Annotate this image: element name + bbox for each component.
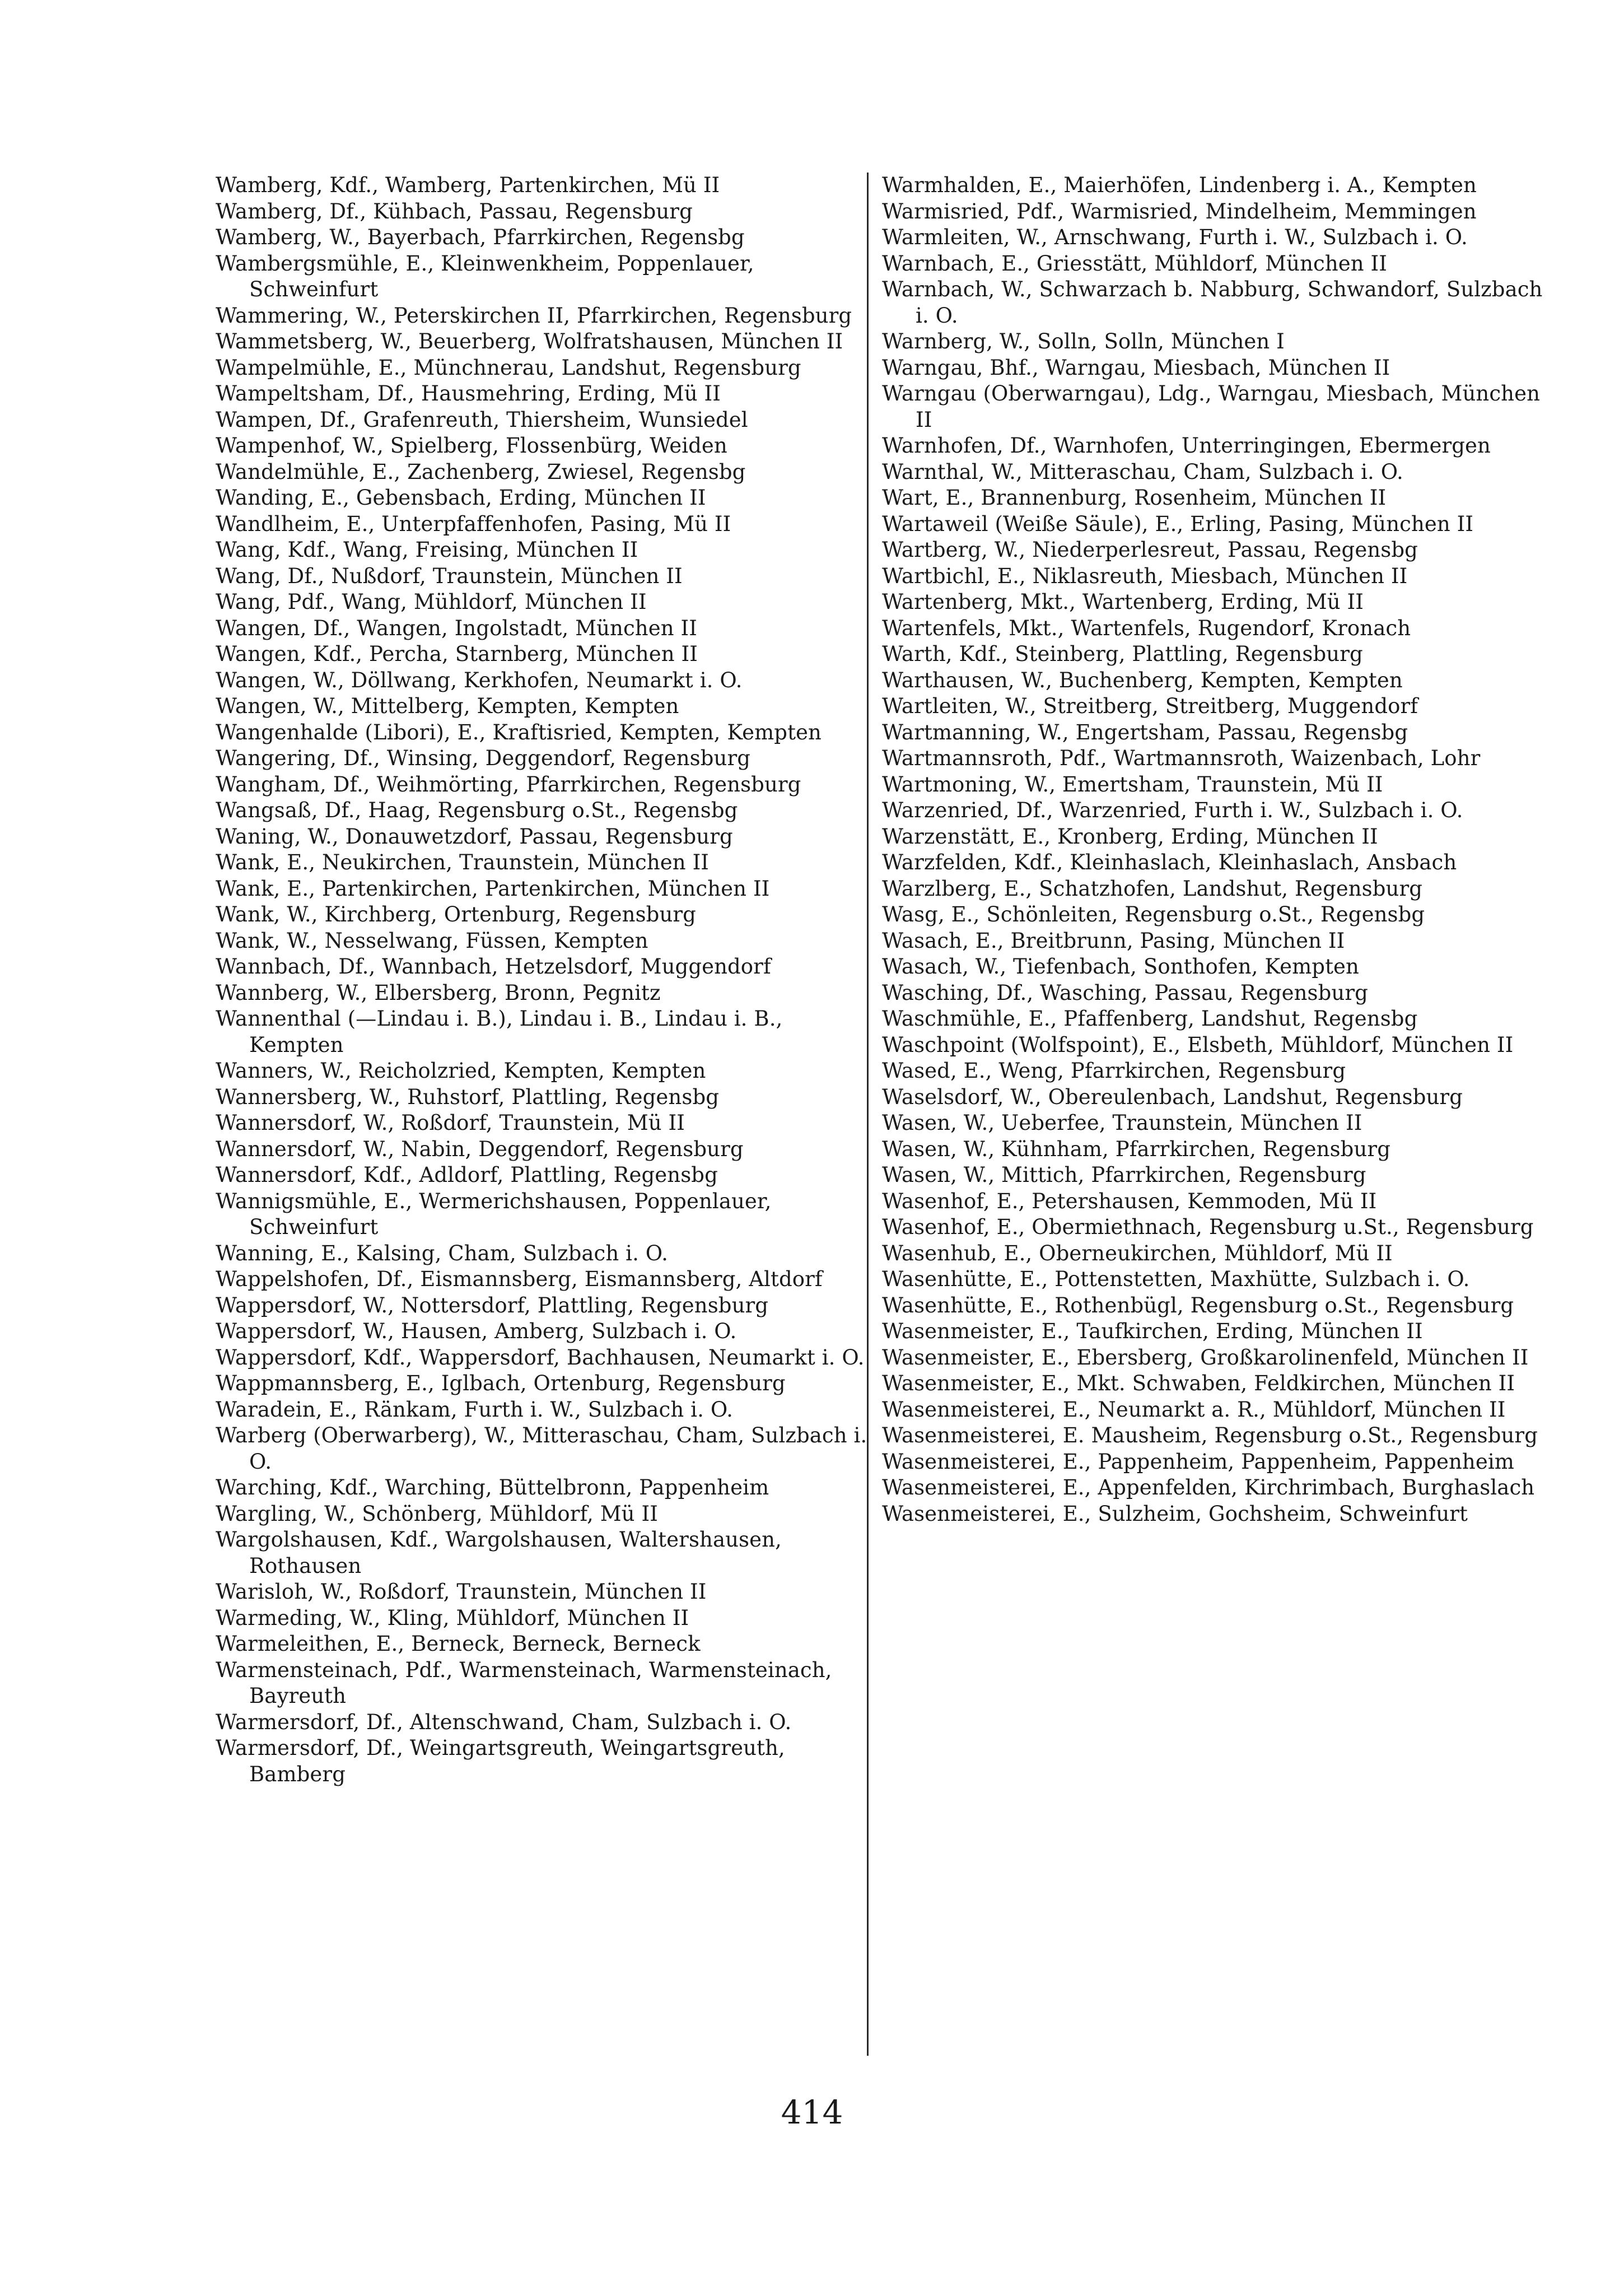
gazetteer-entry: Wartmanning, W., Engertsham, Passau, Regensbg xyxy=(882,720,1408,744)
gazetteer-entry: Wasenmeisterei, E., Appenfelden, Kirchrimbach, Burghaslach xyxy=(882,1475,1535,1500)
gazetteer-entry: Warmensteinach, Pdf., Warmensteinach, Warmensteinach, Bayreuth xyxy=(216,1657,832,1708)
gazetteer-entry: Wasenhof, E., Obermiethnach, Regensburg u.St., Regensburg xyxy=(882,1215,1534,1239)
gazetteer-entry: Waning, W., Donauwetzdorf, Passau, Regensburg xyxy=(216,824,733,849)
gazetteer-entry: Waschmühle, E., Pfaffenberg, Landshut, Regensbg xyxy=(882,1007,1418,1031)
gazetteer-entry: Wasenhütte, E., Rothenbügl, Regensburg o.St., Regensburg xyxy=(882,1293,1514,1317)
gazetteer-entry: Wangham, Df., Weihmörting, Pfarrkirchen, Regensburg xyxy=(216,772,801,797)
gazetteer-entry: Wandlheim, E., Unterpfaffenhofen, Pasing, Mü II xyxy=(216,511,731,536)
gazetteer-entry: Wang, Kdf., Wang, Freising, München II xyxy=(216,538,638,562)
gazetteer-entry: Wannersdorf, W., Nabin, Deggendorf, Regensburg xyxy=(216,1137,744,1161)
gazetteer-entry: Warnhofen, Df., Warnhofen, Unterringingen, Ebermergen xyxy=(882,434,1491,458)
gazetteer-entry: Wampenhof, W., Spielberg, Flossenbürg, Weiden xyxy=(216,434,727,458)
gazetteer-entry: Wasenmeisterei, E., Neumarkt a. R., Mühldorf, München II xyxy=(882,1397,1506,1422)
gazetteer-entry: Wappersdorf, W., Hausen, Amberg, Sulzbach i. O. xyxy=(216,1319,737,1343)
gazetteer-entry: Warmeleithen, E., Berneck, Berneck, Berneck xyxy=(216,1632,701,1656)
gazetteer-entry: Wannersdorf, W., Roßdorf, Traunstein, Mü II xyxy=(216,1111,685,1135)
gazetteer-entry: Wampelmühle, E., Münchnerau, Landshut, Regensburg xyxy=(216,355,801,380)
gazetteer-entry: Waradein, E., Ränkam, Furth i. W., Sulzbach i. O. xyxy=(216,1397,733,1422)
gazetteer-entry: Warngau (Oberwarngau), Ldg., Warngau, Miesbach, München II xyxy=(882,381,1540,432)
gazetteer-entry: Warching, Kdf., Warching, Büttelbronn, Pappenheim xyxy=(216,1475,769,1500)
gazetteer-entry: Wasen, W., Kühnham, Pfarrkirchen, Regensburg xyxy=(882,1137,1390,1161)
gazetteer-entry: Wannigsmühle, E., Wermerichshausen, Poppenlauer, Schweinfurt xyxy=(216,1189,772,1239)
gazetteer-entry: Wasen, W., Ueberfee, Traunstein, München II xyxy=(882,1111,1362,1135)
gazetteer-entry: Wannersdorf, Kdf., Adldorf, Plattling, Regensbg xyxy=(216,1163,718,1187)
gazetteer-entry: Waselsdorf, W., Obereulenbach, Landshut, Regensburg xyxy=(882,1084,1463,1109)
gazetteer-entry: Wasenhof, E., Petershausen, Kemmoden, Mü II xyxy=(882,1189,1377,1213)
gazetteer-entry: Warnbach, W., Schwarzach b. Nabburg, Schwandorf, Sulzbach i. O. xyxy=(882,277,1543,328)
gazetteer-entry: Wandelmühle, E., Zachenberg, Zwiesel, Regensbg xyxy=(216,459,746,484)
gazetteer-entry: Warnberg, W., Solln, Solln, München I xyxy=(882,329,1285,353)
gazetteer-entry: Wampeltsham, Df., Hausmehring, Erding, Mü II xyxy=(216,381,721,406)
gazetteer-entry: Wank, W., Kirchberg, Ortenburg, Regensburg xyxy=(216,902,696,926)
gazetteer-entry: Wanning, E., Kalsing, Cham, Sulzbach i. O. xyxy=(216,1241,668,1265)
gazetteer-entry: Wank, W., Nesselwang, Füssen, Kempten xyxy=(216,928,648,953)
gazetteer-entry: Warmersdorf, Df., Weingartsgreuth, Weingartsgreuth, Bamberg xyxy=(216,1736,785,1786)
gazetteer-entry: Wasach, W., Tiefenbach, Sonthofen, Kempten xyxy=(882,954,1359,979)
gazetteer-entry: Warberg (Oberwarberg), W., Mitteraschau, Cham, Sulzbach i. O. xyxy=(216,1423,867,1474)
gazetteer-entry: Wanners, W., Reicholzried, Kempten, Kempten xyxy=(216,1059,706,1083)
gazetteer-entry: Wart, E., Brannenburg, Rosenheim, München II xyxy=(882,486,1387,510)
gazetteer-entry: Wamberg, Kdf., Wamberg, Partenkirchen, Mü II xyxy=(216,173,720,197)
left-column xyxy=(216,173,876,2055)
gazetteer-entry: Wartleiten, W., Streitberg, Streitberg, Muggendorf xyxy=(882,694,1418,718)
gazetteer-entry: Wannbach, Df., Wannbach, Hetzelsdorf, Muggendorf xyxy=(216,954,771,979)
gazetteer-entry: Wammetsberg, W., Beuerberg, Wolfratshausen, München II xyxy=(216,329,843,353)
gazetteer-entry: Wannersberg, W., Ruhstorf, Plattling, Regensbg xyxy=(216,1084,720,1109)
gazetteer-entry: Wampen, Df., Grafenreuth, Thiersheim, Wunsiedel xyxy=(216,407,748,432)
gazetteer-entry: Warisloh, W., Roßdorf, Traunstein, München II xyxy=(216,1580,707,1604)
gazetteer-entry: Wank, E., Neukirchen, Traunstein, München II xyxy=(216,850,710,874)
gazetteer-entry: Wambergsmühle, E., Kleinwenkheim, Poppenlauer, Schweinfurt xyxy=(216,251,754,301)
gazetteer-entry: Wasenmeister, E., Taufkirchen, Erding, München II xyxy=(882,1319,1423,1343)
gazetteer-entry: Wasg, E., Schönleiten, Regensburg o.St., Regensbg xyxy=(882,902,1425,926)
gazetteer-entry: Wargling, W., Schönberg, Mühldorf, Mü II xyxy=(216,1501,658,1526)
gazetteer-entry: Wartmoning, W., Emertsham, Traunstein, Mü II xyxy=(882,772,1383,797)
gazetteer-entry: Warzfelden, Kdf., Kleinhaslach, Kleinhaslach, Ansbach xyxy=(882,850,1457,874)
gazetteer-entry: Wasenhub, E., Oberneukirchen, Mühldorf, Mü II xyxy=(882,1241,1393,1265)
gazetteer-entry: Wammering, W., Peterskirchen II, Pfarrkirchen, Regensburg xyxy=(216,303,852,328)
gazetteer-entry: Wartenberg, Mkt., Wartenberg, Erding, Mü II xyxy=(882,590,1364,614)
gazetteer-entry: Wasenmeisterei, E., Pappenheim, Pappenheim, Pappenheim xyxy=(882,1449,1514,1474)
gazetteer-entry: Warth, Kdf., Steinberg, Plattling, Regensburg xyxy=(882,642,1363,666)
gazetteer-entry: Wangen, Kdf., Percha, Starnberg, München II xyxy=(216,642,698,666)
gazetteer-entry: Wangenhalde (Libori), E., Kraftisried, Kempten, Kempten xyxy=(216,720,822,744)
gazetteer-entry: Warmleiten, W., Arnschwang, Furth i. W., Sulzbach i. O. xyxy=(882,225,1468,249)
gazetteer-entry: Wased, E., Weng, Pfarrkirchen, Regensburg xyxy=(882,1059,1346,1083)
gazetteer-entry: Waschpoint (Wolfspoint), E., Elsbeth, Mühldorf, München II xyxy=(882,1032,1514,1057)
gazetteer-entry: Wank, E., Partenkirchen, Partenkirchen, München II xyxy=(216,876,770,901)
gazetteer-entry: Wangen, W., Döllwang, Kerkhofen, Neumarkt i. O. xyxy=(216,668,743,692)
gazetteer-entry: Wang, Pdf., Wang, Mühldorf, München II xyxy=(216,590,647,614)
gazetteer-entry: Wasching, Df., Wasching, Passau, Regensburg xyxy=(882,980,1368,1005)
gazetteer-entry: Warzlberg, E., Schatzhofen, Landshut, Regensburg xyxy=(882,876,1423,901)
gazetteer-entry: Wasenmeisterei, E., Sulzheim, Gochsheim, Schweinfurt xyxy=(882,1501,1468,1526)
gazetteer-entry: Wamberg, W., Bayerbach, Pfarrkirchen, Regensbg xyxy=(216,225,745,249)
gazetteer-entry: Warnthal, W., Mitteraschau, Cham, Sulzbach i. O. xyxy=(882,459,1403,484)
gazetteer-entry: Warzenried, Df., Warzenried, Furth i. W., Sulzbach i. O. xyxy=(882,798,1463,822)
gazetteer-entry: Wasenmeisterei, E. Mausheim, Regensburg o.St., Regensburg xyxy=(882,1423,1538,1447)
gazetteer-entry: Wartenfels, Mkt., Wartenfels, Rugendorf, Kronach xyxy=(882,616,1411,640)
gazetteer-entry: Warmersdorf, Df., Altenschwand, Cham, Sulzbach i. O. xyxy=(216,1710,792,1734)
gazetteer-entry: Warzenstätt, E., Kronberg, Erding, München II xyxy=(882,824,1378,849)
gazetteer-entry: Warthausen, W., Buchenberg, Kempten, Kempten xyxy=(882,668,1403,692)
gazetteer-entry: Wartberg, W., Niederperlesreut, Passau, Regensbg xyxy=(882,538,1418,562)
gazetteer-entry: Wartaweil (Weiße Säule), E., Erling, Pasing, München II xyxy=(882,511,1474,536)
gazetteer-entry: Wappersdorf, Kdf., Wappersdorf, Bachhausen, Neumarkt i. O. xyxy=(216,1345,865,1370)
page-number: 414 xyxy=(781,2093,843,2131)
gazetteer-entry: Warmhalden, E., Maierhöfen, Lindenberg i. A., Kempten xyxy=(882,173,1477,197)
gazetteer-entry: Wangering, Df., Winsing, Deggendorf, Regensburg xyxy=(216,746,751,770)
gazetteer-entry: Wasenhütte, E., Pottenstetten, Maxhütte, Sulzbach i. O. xyxy=(882,1267,1470,1291)
gazetteer-entry: Wasenmeister, E., Mkt. Schwaben, Feldkirchen, München II xyxy=(882,1371,1515,1395)
gazetteer-entry: Wamberg, Df., Kühbach, Passau, Regensburg xyxy=(216,199,693,223)
gazetteer-entry: Wasen, W., Mittich, Pfarrkirchen, Regensburg xyxy=(882,1163,1366,1187)
gazetteer-entry: Wargolshausen, Kdf., Wargolshausen, Waltershausen, Rothausen xyxy=(216,1528,782,1578)
gazetteer-entry: Wartbichl, E., Niklasreuth, Miesbach, München II xyxy=(882,564,1408,588)
gazetteer-entry: Wartmannsroth, Pdf., Wartmannsroth, Waizenbach, Lohr xyxy=(882,746,1481,770)
gazetteer-entry: Wangen, W., Mittelberg, Kempten, Kempten xyxy=(216,694,679,718)
gazetteer-entry: Wanding, E., Gebensbach, Erding, München II xyxy=(216,486,706,510)
gazetteer-entry: Warngau, Bhf., Warngau, Miesbach, München II xyxy=(882,355,1390,380)
gazetteer-entry: Wangen, Df., Wangen, Ingolstadt, München II xyxy=(216,616,697,640)
gazetteer-entry: Wappelshofen, Df., Eismannsberg, Eismannsberg, Altdorf xyxy=(216,1267,823,1291)
right-column xyxy=(882,173,1543,2055)
gazetteer-entry: Wappmannsberg, E., Iglbach, Ortenburg, Regensburg xyxy=(216,1371,786,1395)
gazetteer-entry: Wang, Df., Nußdorf, Traunstein, München II xyxy=(216,564,683,588)
gazetteer-entry: Warmisried, Pdf., Warmisried, Mindelheim, Memmingen xyxy=(882,199,1477,223)
gazetteer-entry: Wannenthal (—Lindau i. B.), Lindau i. B., Lindau i. B., Kempten xyxy=(216,1007,783,1057)
gazetteer-entry: Wangsaß, Df., Haag, Regensburg o.St., Regensbg xyxy=(216,798,738,822)
gazetteer-entry: Wappersdorf, W., Nottersdorf, Plattling, Regensburg xyxy=(216,1293,769,1317)
column-divider xyxy=(867,173,869,2056)
gazetteer-entry: Warmeding, W., Kling, Mühldorf, München II xyxy=(216,1605,689,1630)
gazetteer-entry: Wannberg, W., Elbersberg, Bronn, Pegnitz xyxy=(216,980,661,1005)
gazetteer-entry: Wasach, E., Breitbrunn, Pasing, München II xyxy=(882,928,1345,953)
gazetteer-entry: Wasenmeister, E., Ebersberg, Großkarolinenfeld, München II xyxy=(882,1345,1529,1370)
gazetteer-entry: Warnbach, E., Griesstätt, Mühldorf, München II xyxy=(882,251,1387,276)
